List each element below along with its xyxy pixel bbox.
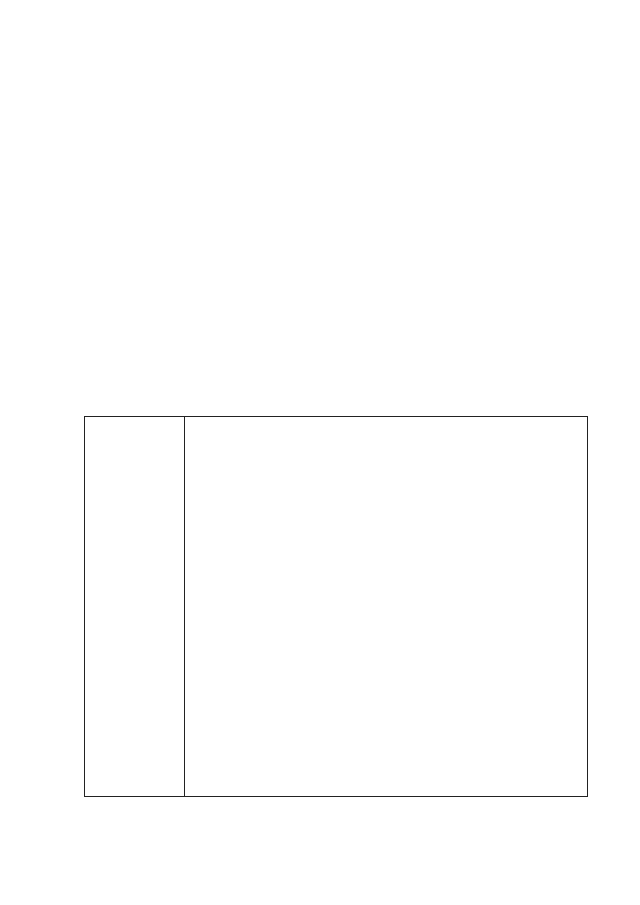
financing-table bbox=[84, 416, 588, 797]
financing-label-cell bbox=[85, 417, 185, 796]
